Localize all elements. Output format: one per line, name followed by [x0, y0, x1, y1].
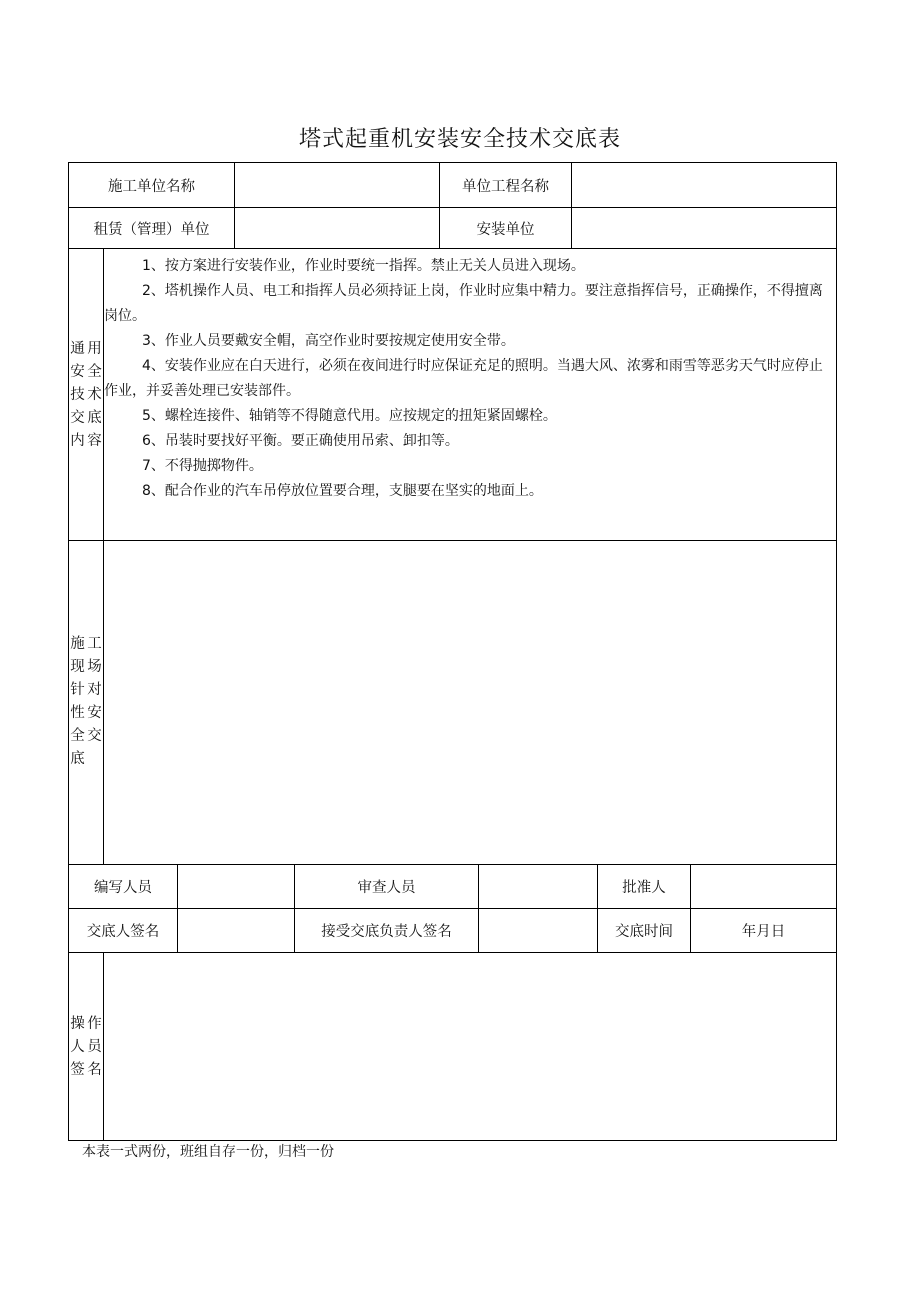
- label-char: 交: [87, 728, 102, 744]
- label-char: 内: [70, 433, 85, 449]
- label-char: 全: [87, 364, 102, 380]
- install-unit-field[interactable]: [572, 208, 836, 248]
- label-char: 技: [70, 387, 85, 403]
- label-char: 操: [70, 1016, 85, 1032]
- construction-unit-label: 施工单位名称: [108, 178, 195, 195]
- general-section-label: [69, 338, 103, 453]
- reviewer-label: 审查人员: [357, 880, 416, 896]
- operator-signature-area[interactable]: [104, 953, 836, 1140]
- approver-label: 批准人: [622, 880, 666, 896]
- label-char: 通: [70, 341, 85, 357]
- date-label: 交底时间: [615, 924, 673, 940]
- safety-item: 7、不得抛掷物件。: [142, 458, 263, 474]
- lease-unit-field[interactable]: [235, 208, 439, 248]
- label-char: 名: [87, 1062, 102, 1078]
- footnote: 本表一式两份，班组自存一份，归档一份: [82, 1144, 334, 1160]
- receiver-field[interactable]: [479, 909, 597, 952]
- label-char: 全: [70, 728, 85, 744]
- safety-item: 4、安装作业应在白天进行，必须在夜间进行时应保证充足的照明。当遇大风、浓雾和雨雪等恶劣天气时应停止作业，并妥善处理已安装部件。: [104, 358, 823, 399]
- grid-line: [836, 162, 837, 1141]
- label-char: 现: [70, 659, 85, 675]
- safety-item: 3、作业人员要戴安全帽，高空作业时要按规定使用安全带。: [142, 333, 515, 349]
- safety-item: 1、按方案进行安装作业，作业时要统一指挥。禁止无关人员进入现场。: [142, 258, 585, 274]
- approver-field[interactable]: [691, 865, 836, 908]
- label-char: 安: [70, 364, 85, 380]
- site-section-label: [69, 633, 103, 771]
- project-name-label: 单位工程名称: [462, 178, 549, 195]
- safety-item: 5、螺栓连接件、轴销等不得随意代用。应按规定的扭矩紧固螺栓。: [142, 408, 557, 424]
- site-safety-content-area[interactable]: [104, 541, 836, 864]
- label-char: 底: [70, 751, 85, 767]
- writer-label: 编写人员: [94, 880, 152, 896]
- label-char: 施: [70, 636, 85, 652]
- label-char: 工: [87, 636, 102, 652]
- safety-item: 6、吊装时要找好平衡。要正确使用吊索、卸扣等。: [142, 433, 459, 449]
- safety-item: 8、配合作业的汽车吊停放位置要合理，支腿要在坚实的地面上。: [142, 483, 543, 499]
- project-name-field[interactable]: [572, 163, 836, 207]
- label-char: 签: [70, 1062, 85, 1078]
- label-char: 术: [87, 387, 102, 403]
- safety-item: 2、塔机操作人员、电工和指挥人员必须持证上岗，作业时应集中精力。要注意指挥信号，正确操作，不得擅离岗位。: [104, 283, 823, 324]
- label-char: 人: [70, 1039, 85, 1055]
- reviewer-field[interactable]: [479, 865, 597, 908]
- label-char: 底: [87, 410, 102, 426]
- grid-line: [68, 248, 837, 249]
- label-char: 员: [87, 1039, 102, 1055]
- writer-field[interactable]: [178, 865, 294, 908]
- label-char: 针: [70, 682, 85, 698]
- label-char: 场: [87, 659, 102, 675]
- label-char: 性: [70, 705, 85, 721]
- discloser-label: 交底人签名: [86, 924, 160, 940]
- receiver-label: 接受交底负责人签名: [321, 924, 452, 940]
- construction-unit-field[interactable]: [235, 163, 439, 207]
- install-unit-label: 安装单位: [476, 221, 535, 238]
- label-char: 用: [87, 341, 102, 357]
- label-char: 交: [70, 410, 85, 426]
- lease-unit-label: 租赁（管理）单位: [93, 221, 210, 238]
- label-char: 作: [87, 1016, 102, 1032]
- discloser-field[interactable]: [178, 909, 294, 952]
- operator-section-label: [69, 1013, 103, 1082]
- label-char: 安: [87, 705, 102, 721]
- general-safety-content: [104, 254, 836, 504]
- label-char: 容: [87, 433, 102, 449]
- date-field[interactable]: 年月日: [741, 924, 786, 940]
- label-char: 对: [87, 682, 102, 698]
- form-title: 塔式起重机安装安全技术交底表: [298, 127, 621, 152]
